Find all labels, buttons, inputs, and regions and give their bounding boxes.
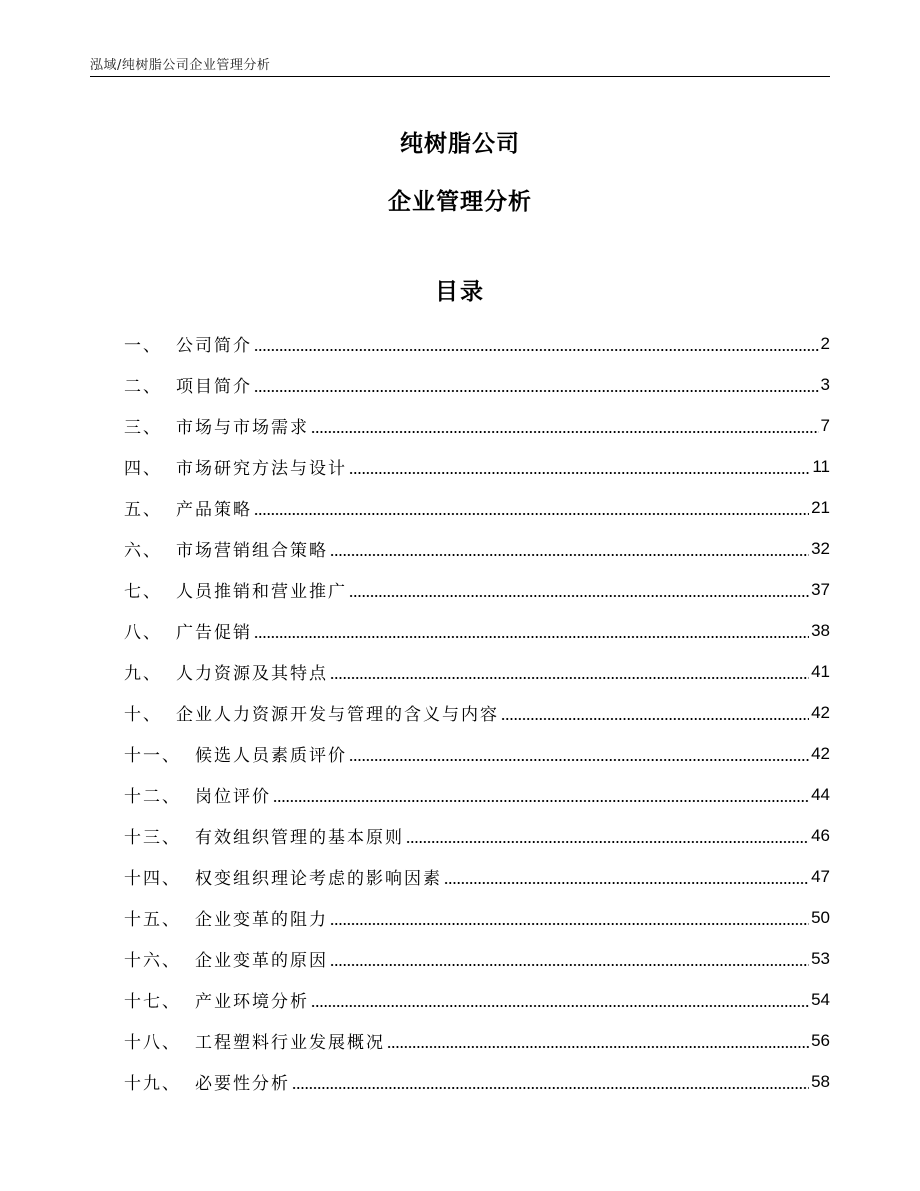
toc-entry-number: 十六: [124, 951, 162, 971]
toc-entry-number: 十八: [124, 1033, 162, 1053]
toc-entry[interactable]: [124, 1061, 830, 1102]
toc-entry-separator: 、: [162, 828, 181, 848]
toc-entry-number: 六: [124, 541, 143, 561]
toc-leader-dots: [254, 630, 809, 640]
toc-entry-label: 公司简介: [176, 336, 252, 356]
toc-entry[interactable]: [124, 938, 830, 979]
toc-heading: 目录: [435, 279, 485, 305]
toc-entry-page: 58: [811, 1071, 830, 1091]
toc-entry-label: 项目简介: [176, 377, 252, 397]
toc-entry-label: 产业环境分析: [195, 992, 309, 1012]
toc-entry[interactable]: [124, 856, 830, 897]
toc-entry-page: 42: [811, 743, 830, 763]
toc-entry[interactable]: [124, 979, 830, 1020]
document-title-subject: 企业管理分析: [388, 189, 532, 215]
toc-entry-separator: 、: [162, 910, 181, 930]
toc-leader-dots: [311, 425, 819, 435]
toc-entry-separator: 、: [162, 992, 181, 1012]
toc-leader-dots: [330, 958, 809, 968]
toc-entry-separator: 、: [162, 951, 181, 971]
toc-leader-dots: [349, 466, 810, 476]
toc-entry-number: 五: [124, 500, 143, 520]
toc-entry[interactable]: [124, 897, 830, 938]
toc-entry-separator: 、: [143, 459, 162, 479]
toc-entry[interactable]: [124, 733, 830, 774]
table-of-contents: [124, 323, 830, 1102]
toc-entry-separator: 、: [143, 705, 162, 725]
toc-entry-number: 二: [124, 377, 143, 397]
toc-entry-page: 11: [812, 456, 830, 476]
toc-entry[interactable]: [124, 405, 830, 446]
toc-entry-number: 八: [124, 623, 143, 643]
toc-entry-page: 46: [811, 825, 830, 845]
toc-entry-separator: 、: [143, 500, 162, 520]
toc-entry-separator: 、: [143, 336, 162, 356]
toc-entry-separator: 、: [143, 541, 162, 561]
toc-entry-separator: 、: [162, 1033, 181, 1053]
toc-leader-dots: [292, 1081, 809, 1091]
toc-entry-number: 十: [124, 705, 143, 725]
toc-leader-dots: [330, 917, 809, 927]
running-header: 泓域/纯树脂公司企业管理分析: [90, 58, 271, 73]
toc-entry-label: 有效组织管理的基本原则: [195, 828, 404, 848]
toc-entry[interactable]: [124, 323, 830, 364]
toc-entry-number: 三: [124, 418, 143, 438]
header-divider: [90, 76, 830, 77]
toc-entry-label: 人员推销和营业推广: [176, 582, 347, 602]
toc-leader-dots: [254, 343, 819, 353]
toc-entry-number: 四: [124, 459, 143, 479]
toc-entry-page: 42: [811, 702, 830, 722]
toc-entry-separator: 、: [143, 418, 162, 438]
toc-entry-page: 53: [811, 948, 830, 968]
toc-entry-page: 38: [811, 620, 830, 640]
toc-entry-separator: 、: [162, 869, 181, 889]
toc-entry[interactable]: [124, 692, 830, 733]
toc-entry-label: 市场营销组合策略: [176, 541, 328, 561]
toc-leader-dots: [444, 876, 809, 886]
toc-leader-dots: [406, 835, 809, 845]
toc-entry-page: 2: [820, 333, 830, 353]
toc-entry-label: 广告促销: [176, 623, 252, 643]
toc-entry-separator: 、: [162, 746, 181, 766]
toc-entry-label: 产品策略: [176, 500, 252, 520]
toc-leader-dots: [501, 712, 809, 722]
toc-entry-number: 十五: [124, 910, 162, 930]
toc-entry-label: 必要性分析: [195, 1074, 290, 1094]
toc-entry[interactable]: [124, 651, 830, 692]
toc-leader-dots: [349, 753, 809, 763]
toc-entry[interactable]: [124, 815, 830, 856]
toc-entry-label: 人力资源及其特点: [176, 664, 328, 684]
toc-entry-label: 市场研究方法与设计: [176, 459, 347, 479]
toc-entry-page: 50: [811, 907, 830, 927]
toc-entry-page: 41: [811, 661, 830, 681]
toc-entry-page: 44: [811, 784, 830, 804]
toc-entry-page: 7: [820, 415, 830, 435]
toc-entry[interactable]: [124, 487, 830, 528]
toc-leader-dots: [330, 548, 809, 558]
toc-entry-separator: 、: [143, 377, 162, 397]
toc-leader-dots: [254, 507, 809, 517]
toc-entry-number: 十二: [124, 787, 162, 807]
toc-entry-number: 九: [124, 664, 143, 684]
toc-entry-label: 岗位评价: [195, 787, 271, 807]
toc-entry-label: 企业变革的阻力: [195, 910, 328, 930]
toc-entry[interactable]: [124, 364, 830, 405]
toc-leader-dots: [387, 1040, 809, 1050]
toc-entry-label: 企业人力资源开发与管理的含义与内容: [176, 705, 499, 725]
toc-entry[interactable]: [124, 774, 830, 815]
toc-entry-page: 21: [811, 497, 830, 517]
toc-entry[interactable]: [124, 610, 830, 651]
toc-entry-label: 市场与市场需求: [176, 418, 309, 438]
toc-leader-dots: [349, 589, 809, 599]
toc-entry-separator: 、: [162, 787, 181, 807]
toc-entry-page: 37: [811, 579, 830, 599]
toc-entry-page: 56: [811, 1030, 830, 1050]
toc-entry-number: 十四: [124, 869, 162, 889]
toc-entry-separator: 、: [143, 664, 162, 684]
toc-entry-number: 十一: [124, 746, 162, 766]
toc-leader-dots: [330, 671, 809, 681]
toc-entry-separator: 、: [162, 1074, 181, 1094]
toc-entry-separator: 、: [143, 623, 162, 643]
toc-entry[interactable]: [124, 569, 830, 610]
toc-leader-dots: [311, 999, 809, 1009]
toc-entry-page: 54: [811, 989, 830, 1009]
toc-entry[interactable]: [124, 528, 830, 569]
toc-entry-label: 候选人员素质评价: [195, 746, 347, 766]
toc-entry-number: 十九: [124, 1074, 162, 1094]
toc-entry-page: 47: [811, 866, 830, 886]
toc-entry-number: 十七: [124, 992, 162, 1012]
toc-entry-label: 权变组织理论考虑的影响因素: [195, 869, 442, 889]
toc-entry-label: 工程塑料行业发展概况: [195, 1033, 385, 1053]
toc-leader-dots: [254, 384, 819, 394]
toc-entry-separator: 、: [143, 582, 162, 602]
toc-entry-page: 3: [820, 374, 830, 394]
toc-leader-dots: [273, 794, 809, 804]
document-title-company: 纯树脂公司: [400, 131, 520, 157]
toc-entry-number: 七: [124, 582, 143, 602]
toc-entry[interactable]: [124, 446, 830, 487]
toc-entry-label: 企业变革的原因: [195, 951, 328, 971]
toc-entry-number: 一: [124, 336, 143, 356]
toc-entry-page: 32: [811, 538, 830, 558]
toc-entry-number: 十三: [124, 828, 162, 848]
toc-entry[interactable]: [124, 1020, 830, 1061]
